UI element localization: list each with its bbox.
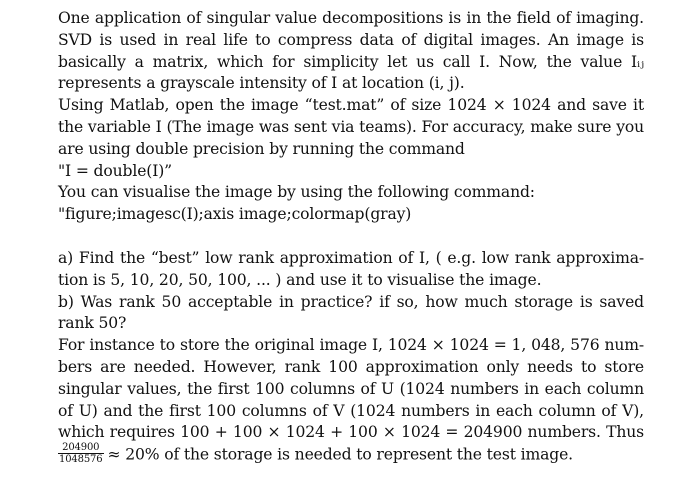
document-body <box>58 8 644 466</box>
text-line: One application of singular value decompositions is in the field of imaging. <box>58 9 644 27</box>
question-b-line: b) Was rank 50 acceptable in practice? if so, how much storage is saved <box>58 292 644 311</box>
question-a-line: tion is 5, 10, 20, 50, 100, ... ) and use it to visualise the image. <box>58 270 542 289</box>
text-line: For instance to store the original image I, 1024 × 1024 = 1, 048, 576 num- <box>58 336 644 355</box>
final-line-text: ≈ 20% of the storage is needed to represent the test image. <box>107 445 573 464</box>
storage-fraction <box>58 442 104 465</box>
fraction-numerator: 204900 <box>58 442 104 454</box>
command-line: "I = double(I)” <box>58 161 172 180</box>
text-line: which requires 100 + 100 × 1024 + 100 × 1024 = 204900 numbers. Thus <box>58 423 644 442</box>
text-line: are using double precision by running the command <box>58 139 465 158</box>
text-line: SVD is used in real life to compress data of digital images. An image is <box>58 30 644 49</box>
question-b-line: rank 50? <box>58 314 127 333</box>
command-line: "figure;imagesc(I);axis image;colormap(gray) <box>58 205 412 224</box>
blank-line <box>58 226 644 248</box>
final-line <box>58 444 644 466</box>
fraction-denominator: 1048576 <box>59 454 103 466</box>
text-line: of U) and the first 100 columns of V (1024 numbers in each column of V), <box>58 401 644 420</box>
text-line: You can visualise the image by using the following command: <box>58 183 535 202</box>
question-a-line: a) Find the “best” low rank approximation of I, ( e.g. low rank approxima- <box>58 248 644 267</box>
text-line: the variable I (The image was sent via teams). For accuracy, make sure you <box>58 117 644 136</box>
text-line: bers are needed. However, rank 100 approximation only needs to store <box>58 357 644 376</box>
text-line: Using Matlab, open the image “test.mat” of size 1024 × 1024 and save it <box>58 96 644 115</box>
text-line: singular values, the first 100 columns of U (1024 numbers in each column <box>58 379 644 398</box>
text-line: represents a grayscale intensity of I at location (i, j). <box>58 74 465 93</box>
text-line: basically a matrix, which for simplicity let us call I. Now, the value Iᵢⱼ <box>58 52 644 71</box>
